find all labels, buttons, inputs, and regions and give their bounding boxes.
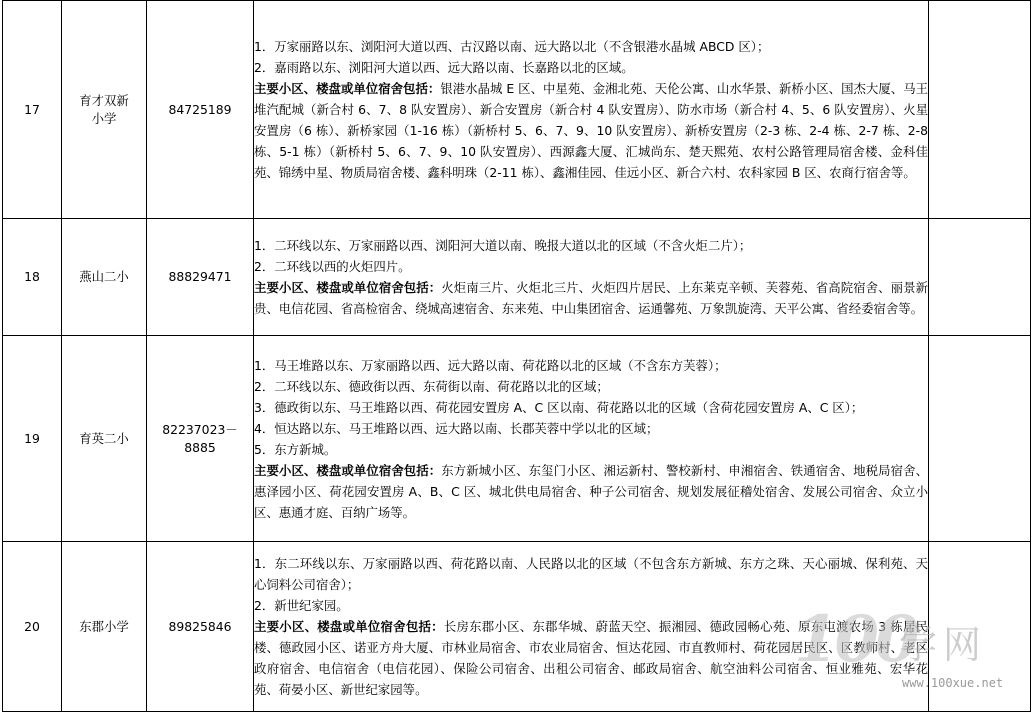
school-name <box>62 1 147 219</box>
phone-number <box>147 336 254 542</box>
school-name-line: 育英二小 <box>79 430 129 446</box>
phone-line: 88829471 <box>168 269 232 284</box>
phone-number <box>147 542 254 712</box>
phone-line: 8885 <box>184 439 216 455</box>
main-communities-list: 长房东郡小区、东郡华城、蔚蓝天空、振湘园、德政园畅心苑、原东屯渡农场 3 栋居民楼、德政园小区、诺亚方舟大厦、市林业局宿舍、市农业局宿舍、恒达花园、市直教师村、荷花园居民区、区教师村、老区政府宿舍、电信宿舍（电信花园）、保险公司宿舍、出租公司宿舍、邮政局宿舍、航空油料公司宿舍、恒业雅苑、宏华花苑、荷晏小区、新世纪家园等。 <box>254 619 929 697</box>
school-name-line: 育才双新 <box>79 92 129 108</box>
enrollment-area <box>254 542 929 712</box>
school-name <box>62 219 147 336</box>
area-boundary-item: 4．恒达路以东、马王堆路以西、远大路以南、长郡芙蓉中学以北的区域； <box>254 420 659 436</box>
area-boundary-item: 1．东二环线以东、万家丽路以西、荷花路以南、人民路以北的区域（不包含东方新城、东方之珠、天心丽城、保利苑、天心饲料公司宿舍）； <box>254 556 928 592</box>
phone-number <box>147 219 254 336</box>
enrollment-area <box>254 1 929 219</box>
main-communities-label: 主要小区、楼盘或单位宿舍包括： <box>254 81 441 96</box>
main-communities <box>254 78 928 183</box>
main-communities-label: 主要小区、楼盘或单位宿舍包括： <box>254 280 442 295</box>
notes-cell <box>929 336 1031 542</box>
table-row <box>3 336 1031 542</box>
phone-line: 84725189 <box>168 101 232 117</box>
row-number: 17 <box>3 1 62 219</box>
row-number: 19 <box>3 336 62 542</box>
main-communities-label: 主要小区、楼盘或单位宿舍包括： <box>254 619 444 634</box>
area-boundary-item: 2．二环线以西的火炬四片。 <box>254 259 411 274</box>
notes-cell <box>929 1 1031 219</box>
notes-cell <box>929 219 1031 336</box>
row-number: 18 <box>3 219 62 336</box>
table-row <box>3 542 1031 712</box>
main-communities-list: 火炬南三片、火炬北三片、火炬四片居民、上东莱克辛顿、芙蓉苑、省高院宿舍、丽景新贵、电信花园、省高检宿舍、绕城高速宿舍、东来苑、中山集团宿舍、运通馨苑、万象凯旋湾、天平公寓、省经委宿舍等。 <box>254 280 929 316</box>
area-boundary-item: 2．嘉雨路以东、浏阳河大道以西、远大路以南、长嘉路以北的区域。 <box>254 60 634 75</box>
area-boundary-item: 1．二环线以东、万家丽路以西、浏阳河大道以南、晚报大道以北的区域（不含火炬二片）； <box>254 238 752 253</box>
table-row <box>3 219 1031 336</box>
school-district-table <box>2 0 1031 712</box>
watermark-url: www.100xue.net <box>902 676 1004 690</box>
school-name <box>62 336 147 542</box>
watermark-number: 100 <box>794 602 916 677</box>
main-communities-list: 东方新城小区、东玺门小区、湘运新村、警校新村、申湘宿舍、铁通宿舍、地税局宿舍、惠泽园小区、荷花园安置房 A、B、C 区、城北供电局宿舍、种子公司宿舍、规划发展征稽处宿舍、发展公司宿舍、众立小区、惠通才庭、百纳广场等。 <box>254 462 929 520</box>
school-name <box>62 542 147 712</box>
area-boundary-item: 2．二环线以东、德政街以西、东荷街以南、荷花路以北的区域； <box>254 378 609 394</box>
enrollment-area <box>254 219 929 336</box>
main-communities-label: 主要小区、楼盘或单位宿舍包括： <box>254 462 442 478</box>
main-communities <box>254 460 928 523</box>
phone-line: 89825846 <box>168 618 232 634</box>
watermark-text: 学网 <box>899 623 988 667</box>
area-boundary-item: 5．东方新城。 <box>254 441 337 457</box>
main-communities-list: 银港水晶城 E 区、中星苑、金湘北苑、天伦公寓、山水华景、新桥小区、国杰大厦、马王堆汽配城（新合村 6、7、8 队安置房）、新合安置房（新合村 4 队安置房）、防水市场（新合村 4、5、6 队安置房）、火星安置房（6 栋）、新桥家园（1-16 栋）（新桥村 5、6、7、9、10 队安置房）、新桥安置房（2-3 栋、2-4 栋、2-7 栋、2-8 栋、5-1 栋）（新桥村 5、6、7、9、10 队安置房）、西源鑫大厦、汇城尚东、楚天熙苑、农村公路管理局宿舍楼、金科佳苑、锦绣中星、物质局宿舍楼、鑫科明珠（2-11 栋）、鑫湘佳园、佳远小区、新合六村、农科家园 B 区、农商行宿舍等。 <box>254 81 929 180</box>
school-name-line: 东郡小学 <box>79 618 129 634</box>
area-boundary-item: 1．万家丽路以东、浏阳河大道以西、古汉路以南、远大路以北（不含银港水晶城 ABCD 区）； <box>254 39 770 54</box>
notes-cell <box>929 542 1031 712</box>
phone-number <box>147 1 254 219</box>
area-boundary-item: 3．德政街以东、马王堆路以西、荷花园安置房 A、C 区以南、荷花路以北的区域（含荷花园安置房 A、C 区）； <box>254 399 864 415</box>
school-name-line: 燕山二小 <box>79 269 129 284</box>
area-boundary-item: 1．马王堆路以东、万家丽路以西、远大路以南、荷花路以北的区域（不含东方芙蓉）； <box>254 357 727 373</box>
row-number: 20 <box>3 542 62 712</box>
main-communities <box>254 616 928 700</box>
main-communities <box>254 277 928 319</box>
table-row <box>3 1 1031 219</box>
phone-line: 82237023－ <box>162 421 238 437</box>
enrollment-area <box>254 336 929 542</box>
area-boundary-item: 2．新世纪家园。 <box>254 598 349 613</box>
school-name-line: 小学 <box>91 110 117 126</box>
